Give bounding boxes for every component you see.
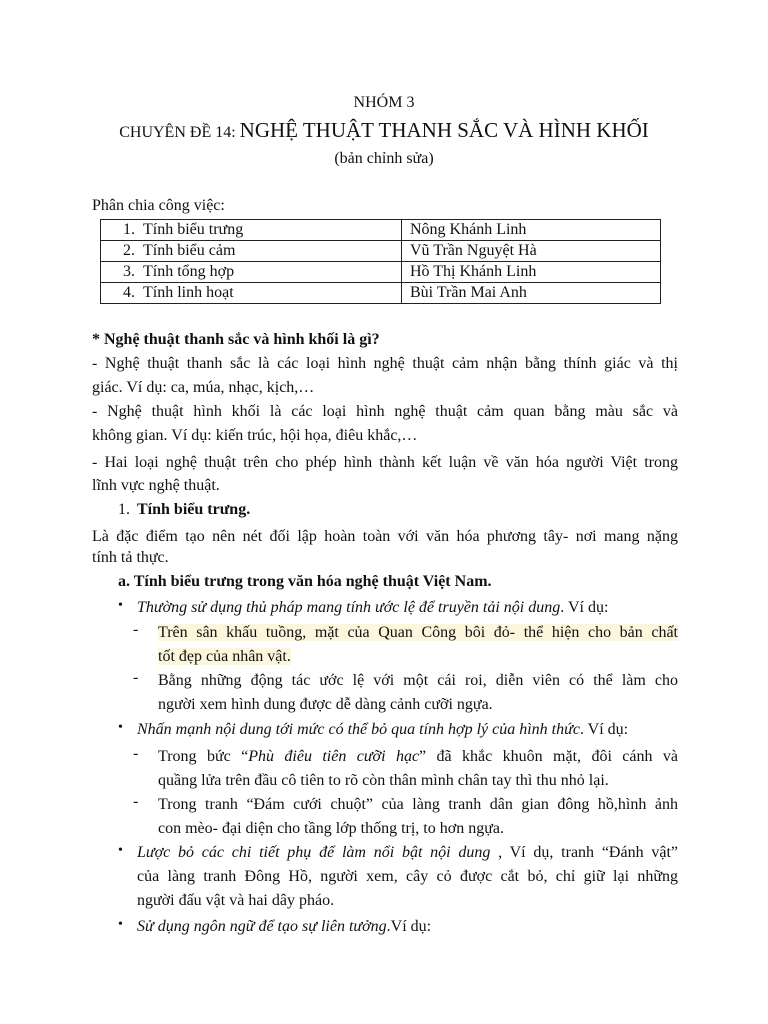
- bullet-4-rest: .Ví dụ:: [386, 918, 432, 935]
- bullet-1-italic: Thường sử dụng thủ pháp mang tính ước lệ để truyền tải nội dung: [137, 599, 561, 616]
- text-segment: Trong bức “: [158, 748, 249, 765]
- bullet-3-line2: của làng tranh Đông Hồ, người xem, cây cỏ được cắt bỏ, chỉ giữ lại những: [137, 868, 678, 885]
- artwork-title: Phù điêu tiên cưỡi hạc: [248, 748, 420, 765]
- highlighted-text: Trên sân khấu tuồng, mặt của Quan Công bôi đỏ- thể hiện cho bản chất: [158, 624, 678, 641]
- bullet-1-rest: . Ví dụ:: [560, 599, 609, 616]
- b1-dash2-line1: Bằng những động tác ước lệ với một cái roi, diễn viên có thể làm cho: [158, 672, 678, 689]
- bullet-2: [137, 718, 628, 742]
- bullet-marker: •: [118, 598, 123, 613]
- section-number: 1.: [118, 501, 130, 518]
- section-desc-line2: tính tả thực.: [92, 549, 169, 566]
- task-cell: [101, 283, 402, 304]
- topic-name: NGHỆ THUẬT THANH SẮC VÀ HÌNH KHỐI: [239, 118, 649, 142]
- bullet-1: [137, 596, 608, 620]
- b1-dash1-line2: [158, 645, 678, 669]
- bullet-2-rest: . Ví dụ:: [579, 721, 629, 738]
- task-cell: [101, 220, 402, 241]
- table-row: [101, 241, 661, 262]
- task-label: Tính linh hoạt: [143, 284, 234, 301]
- person-cell: Hồ Thị Khánh Linh: [402, 262, 661, 283]
- group-title: NHÓM 3: [353, 94, 415, 111]
- text-segment: ” đã khắc khuôn mặt, đôi cánh và: [419, 748, 678, 765]
- intro-question: * Nghệ thuật thanh sắc và hình khối là gì?: [92, 331, 380, 348]
- row-number: 3.: [123, 263, 135, 280]
- row-number: 4.: [123, 284, 135, 301]
- table-row: [101, 220, 661, 241]
- highlighted-text: tốt đẹp của nhân vật.: [158, 648, 291, 665]
- bullet-marker: •: [118, 843, 123, 858]
- b2-dash2-line2: con mèo- đại diện cho tầng lớp thống trị, to hơn ngựa.: [158, 820, 504, 837]
- intro-p3-line1: - Hai loại nghệ thuật trên cho phép hình thành kết luận về văn hóa người Việt trong: [92, 454, 678, 471]
- bullet-2-italic: Nhấn mạnh nội dung tới mức có thể bỏ qua tính hợp lý của hình thức: [137, 721, 580, 738]
- assignment-table: [100, 219, 661, 304]
- intro-p2-line2: không gian. Ví dụ: kiến trúc, hội họa, điêu khắc,…: [92, 427, 418, 444]
- bullet-marker: •: [118, 917, 123, 932]
- person-cell: Vũ Trần Nguyệt Hà: [402, 241, 661, 262]
- b1-dash1-line1: [158, 621, 678, 645]
- b2-dash1-line2: quầng lửa trên đầu cô tiên to rõ còn thân mình chân tay thì thu nhỏ lại.: [158, 772, 609, 789]
- topic-title: [0, 118, 768, 143]
- subsection-a-heading: a. Tính biểu trưng trong văn hóa nghệ thuật Việt Nam.: [118, 573, 492, 590]
- assignment-label: Phân chia công việc:: [92, 197, 225, 214]
- dash-marker: -: [133, 793, 139, 810]
- topic-prefix: CHUYÊN ĐỀ 14:: [119, 124, 240, 141]
- bullet-marker: •: [118, 720, 123, 735]
- task-cell: [101, 241, 402, 262]
- task-cell: [101, 262, 402, 283]
- bullet-3-italic: Lược bỏ các chi tiết phụ để làm nổi bật nội dung: [137, 844, 491, 861]
- dash-marker: -: [133, 745, 139, 762]
- intro-p3-line2: lĩnh vực nghệ thuật.: [92, 477, 220, 494]
- row-number: 1.: [123, 221, 135, 238]
- b2-dash1-line1: [158, 745, 678, 769]
- intro-p1-line2: giác. Ví dụ: ca, múa, nhạc, kịch,…: [92, 379, 315, 396]
- table-row: [101, 283, 661, 304]
- intro-p1-line1: - Nghệ thuật thanh sắc là các loại hình nghệ thuật cảm nhận bằng thính giác và thị: [92, 355, 678, 372]
- task-label: Tính tổng hợp: [143, 263, 235, 280]
- person-cell: Nông Khánh Linh: [402, 220, 661, 241]
- bullet-3-rest: , Ví dụ, tranh “Đánh vật”: [490, 844, 678, 861]
- bullet-4: [137, 915, 431, 939]
- section-heading: Tính biểu trưng.: [137, 501, 251, 518]
- intro-p2-line1: - Nghệ thuật hình khối là các loại hình nghệ thuật cảm quan bằng màu sắc và: [92, 403, 678, 420]
- task-label: Tính biểu trưng: [143, 221, 244, 238]
- dash-marker: -: [133, 669, 139, 686]
- b1-dash2-line2: người xem hình dung được dễ dàng cảnh cưỡi ngựa.: [158, 696, 493, 713]
- dash-marker: -: [133, 621, 139, 638]
- task-label: Tính biểu cảm: [143, 242, 236, 259]
- bullet-3-line3: người đấu vật và hai dây pháo.: [137, 892, 335, 909]
- bullet-4-italic: Sử dụng ngôn ngữ để tạo sự liên tưởng: [137, 918, 387, 935]
- section-desc-line1: Là đặc điểm tạo nên nét đối lập hoàn toàn với văn hóa phương tây- nơi mang nặng: [92, 528, 678, 545]
- table-row: [101, 262, 661, 283]
- row-number: 2.: [123, 242, 135, 259]
- subtitle: (bản chỉnh sửa): [334, 150, 434, 167]
- bullet-3-line1: [137, 841, 678, 865]
- person-cell: Bùi Trần Mai Anh: [402, 283, 661, 304]
- b2-dash2-line1: Trong tranh “Đám cưới chuột” của làng tranh dân gian đông hồ,hình ảnh: [158, 796, 678, 813]
